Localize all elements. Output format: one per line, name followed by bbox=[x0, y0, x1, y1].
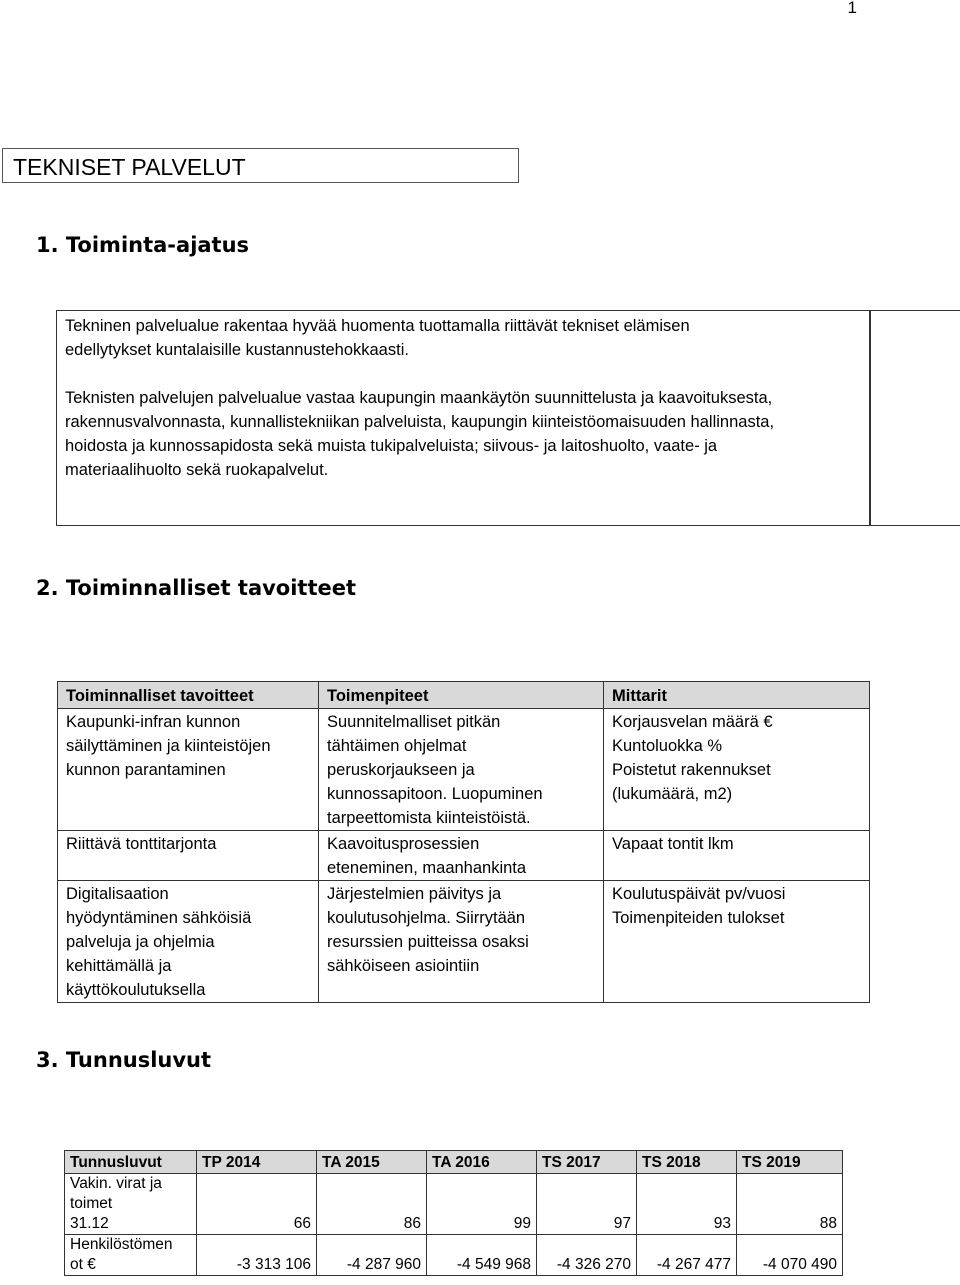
goals-header-row bbox=[58, 682, 870, 709]
metric-cell: Koulutuspäivät pv/vuosi Toimenpiteiden tulokset bbox=[604, 881, 870, 1003]
goal-cell: Riittävä tonttitarjonta bbox=[58, 831, 319, 881]
action-cell: Suunnitelmalliset pitkän tähtäimen ohjelmat peruskorjaukseen ja kunnossapitoon. Luopuminen tarpeettomista kiinteistöistä. bbox=[319, 709, 604, 831]
goals-table bbox=[57, 681, 870, 1003]
page-number: 1 bbox=[847, 0, 857, 17]
mission-paragraph-1: Tekninen palvelualue rakentaa hyvää huomenta tuottamalla riittävät tekniset elämisen edellytykset kuntalaisille kustannustehokkaasti. bbox=[65, 317, 690, 359]
table-row bbox=[58, 881, 870, 1003]
value-cell: -4 287 960 bbox=[317, 1235, 427, 1276]
row-label-cell: Henkilöstömen ot € bbox=[65, 1235, 197, 1276]
mission-text-box bbox=[56, 310, 871, 526]
value-cell: -4 070 490 bbox=[737, 1235, 843, 1276]
goals-header-cell: Toimenpiteet bbox=[319, 682, 604, 709]
value-cell: -4 326 270 bbox=[537, 1235, 637, 1276]
table-row bbox=[65, 1235, 843, 1276]
value-cell: 66 bbox=[197, 1174, 317, 1235]
heading-toiminta-ajatus: 1. Toiminta-ajatus bbox=[36, 233, 250, 257]
value-cell: -3 313 106 bbox=[197, 1235, 317, 1276]
value-cell: 88 bbox=[737, 1174, 843, 1235]
value-cell: 93 bbox=[637, 1174, 737, 1235]
goals-header-cell: Toiminnalliset tavoitteet bbox=[58, 682, 319, 709]
metric-cell: Korjausvelan määrä € Kuntoluokka % Poistetut rakennukset (lukumäärä, m2) bbox=[604, 709, 870, 831]
goal-cell: Digitalisaation hyödyntäminen sähköisiä palveluja ja ohjelmia kehittämällä ja käyttökoulutuksella bbox=[58, 881, 319, 1003]
value-cell: 97 bbox=[537, 1174, 637, 1235]
key-figures-header-cell: TA 2016 bbox=[427, 1151, 537, 1174]
action-cell: Kaavoitusprosessien eteneminen, maanhankinta bbox=[319, 831, 604, 881]
goal-cell: Kaupunki-infran kunnon säilyttäminen ja kiinteistöjen kunnon parantaminen bbox=[58, 709, 319, 831]
metric-cell: Vapaat tontit lkm bbox=[604, 831, 870, 881]
goals-header-cell: Mittarit bbox=[604, 682, 870, 709]
mission-paragraph-2: Teknisten palvelujen palvelualue vastaa kaupungin maankäytön suunnittelusta ja kaavoituksesta, rakennusvalvonnasta, kunnallistekniikan palveluista, kaupungin kiinteistöomaisuuden hallinnasta, hoidosta ja kunnossapidosta sekä muista tukipalveluista; siivous- ja laitoshuolto, vaate- ja materiaalihuolto sekä ruokapalvelut. bbox=[65, 389, 775, 479]
heading-tunnusluvut: 3. Tunnusluvut bbox=[36, 1048, 212, 1072]
key-figures-header-cell: TS 2018 bbox=[637, 1151, 737, 1174]
value-cell: 86 bbox=[317, 1174, 427, 1235]
section-title: TEKNISET PALVELUT bbox=[13, 154, 246, 180]
value-cell: 99 bbox=[427, 1174, 537, 1235]
key-figures-header-cell: Tunnusluvut bbox=[65, 1151, 197, 1174]
key-figures-header-cell: TS 2019 bbox=[737, 1151, 843, 1174]
key-figures-header-row bbox=[65, 1151, 843, 1174]
table-row bbox=[58, 709, 870, 831]
empty-side-cell bbox=[869, 310, 960, 526]
key-figures-header-cell: TA 2015 bbox=[317, 1151, 427, 1174]
key-figures-header-cell: TP 2014 bbox=[197, 1151, 317, 1174]
value-cell: -4 267 477 bbox=[637, 1235, 737, 1276]
row-label-cell: Vakin. virat ja toimet 31.12 bbox=[65, 1174, 197, 1235]
heading-toiminnalliset-tavoitteet: 2. Toiminnalliset tavoitteet bbox=[36, 576, 357, 600]
action-cell: Järjestelmien päivitys ja koulutusohjelma. Siirrytään resurssien puitteissa osaksi sähköiseen asiointiin bbox=[319, 881, 604, 1003]
table-row bbox=[58, 831, 870, 881]
key-figures-header-cell: TS 2017 bbox=[537, 1151, 637, 1174]
table-row bbox=[65, 1174, 843, 1235]
value-cell: -4 549 968 bbox=[427, 1235, 537, 1276]
section-title-box bbox=[2, 148, 519, 183]
key-figures-table bbox=[64, 1150, 843, 1276]
